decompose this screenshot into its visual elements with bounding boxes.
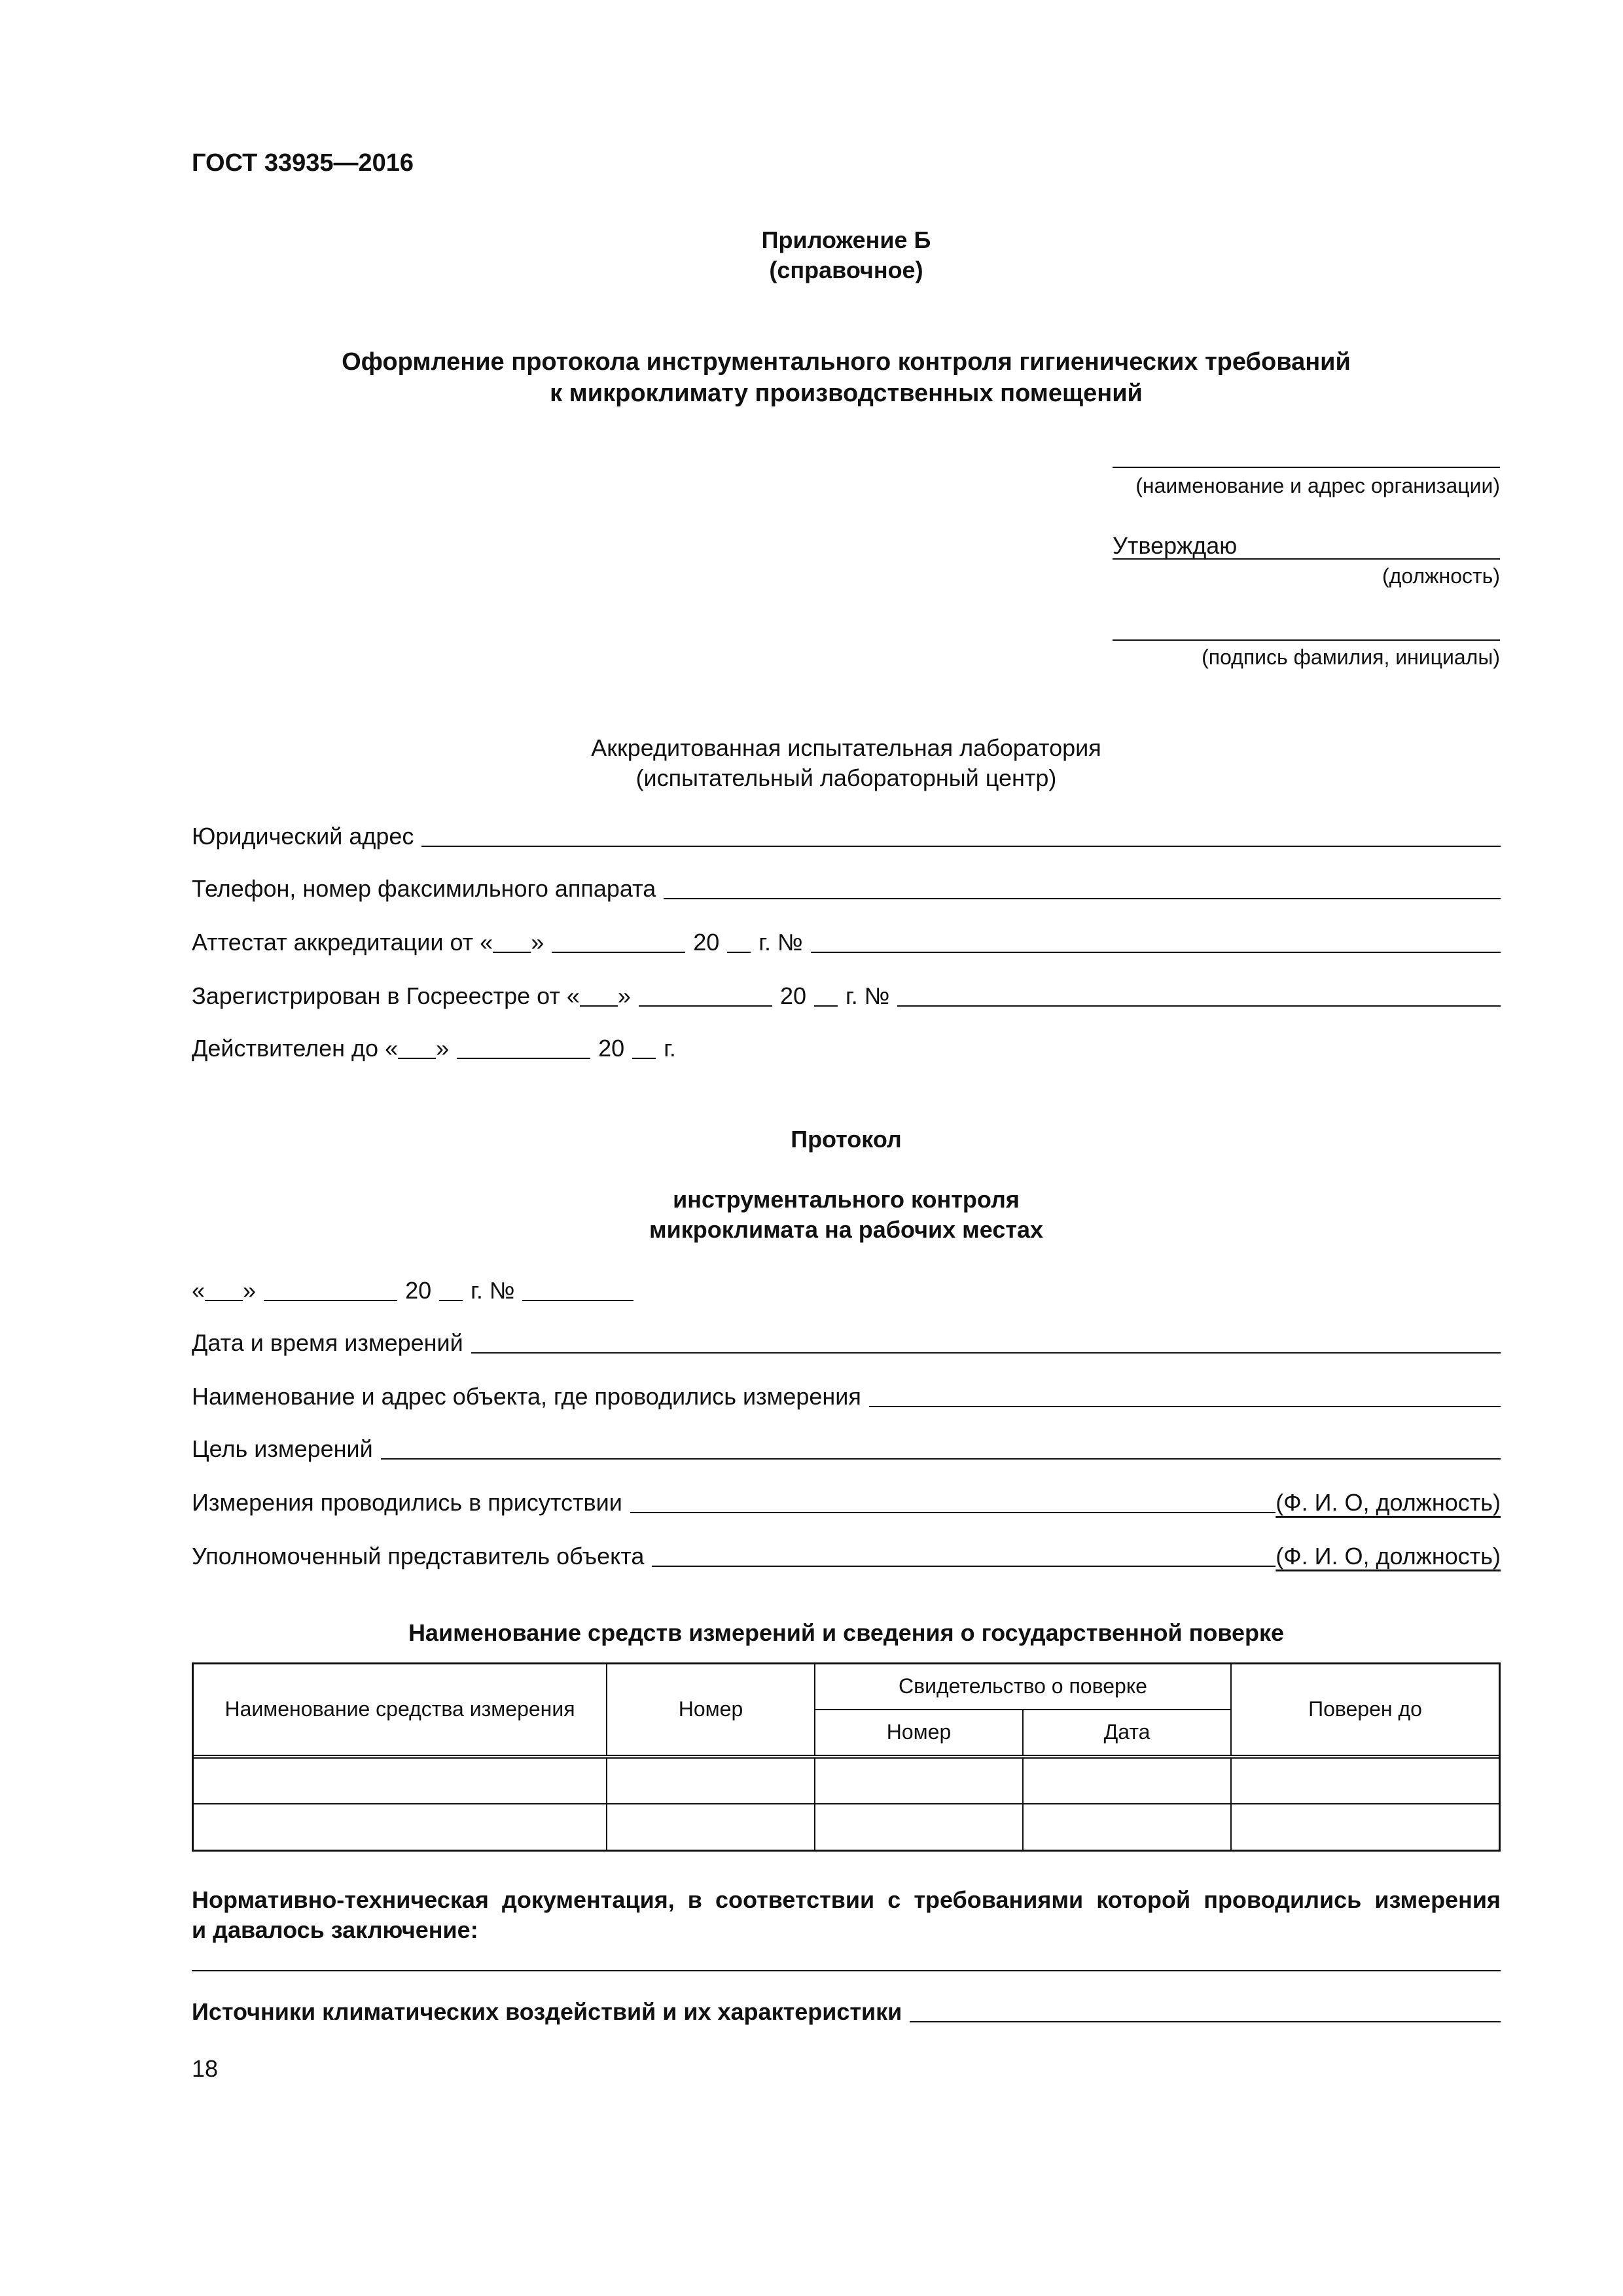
representative-row — [192, 1542, 1501, 1571]
datetime-field[interactable] — [471, 1352, 1501, 1354]
protocol-sub2: микроклимата на рабочих местах — [649, 1216, 1044, 1243]
table-cell[interactable] — [193, 1758, 607, 1804]
instruments-heading: Наименование средств измерений и сведения о государственной поверке — [408, 1619, 1285, 1646]
valid-label: Действителен до « — [192, 1035, 399, 1062]
quote-close: » — [617, 982, 631, 1009]
object-label: Наименование и адрес объекта, где проводились измерения — [192, 1383, 861, 1410]
table-cell[interactable] — [607, 1804, 815, 1851]
doc-title-line2: к микроклимату производственных помещений — [550, 380, 1143, 407]
quote-close: » — [531, 929, 544, 956]
valid-year-field[interactable] — [632, 1057, 656, 1059]
protocol-day-field[interactable] — [205, 1299, 243, 1301]
protocol-month-field[interactable] — [264, 1299, 397, 1301]
org-caption: (наименование и адрес организации) — [1135, 474, 1500, 497]
presence-field[interactable] — [630, 1511, 1275, 1513]
instruments-table — [192, 1662, 1501, 1852]
accreditation-row — [192, 928, 1501, 957]
table-cell[interactable] — [1231, 1758, 1500, 1804]
purpose-field[interactable] — [381, 1458, 1501, 1460]
table-row — [193, 1804, 1500, 1851]
table-cell[interactable] — [1231, 1804, 1500, 1851]
col-verified-until: Поверен до — [1231, 1664, 1500, 1755]
number-label: г. № — [846, 982, 890, 1009]
standard-header: ГОСТ 33935—2016 — [192, 149, 414, 177]
protocol-year-field[interactable] — [439, 1299, 463, 1301]
number-label: г. № — [758, 929, 803, 956]
quote-close: » — [436, 1035, 450, 1062]
registry-row — [192, 982, 1501, 1011]
registry-label: Зарегистрирован в Госреестре от « — [192, 982, 580, 1009]
sources-field[interactable] — [910, 2020, 1501, 2022]
year-prefix: 20 — [779, 982, 806, 1009]
datetime-label: Дата и время измерений — [192, 1329, 463, 1356]
sources-row — [192, 1998, 1501, 2026]
accreditation-year-field[interactable] — [727, 951, 751, 953]
registry-day-field[interactable] — [580, 1005, 618, 1007]
object-field[interactable] — [869, 1405, 1501, 1407]
datetime-row — [192, 1329, 1501, 1357]
legal-address-label: Юридический адрес — [192, 823, 414, 850]
table-cell[interactable] — [815, 1804, 1023, 1851]
representative-note: (Ф. И. О, должность) — [1275, 1543, 1501, 1570]
presence-row — [192, 1488, 1501, 1517]
legal-address-field[interactable] — [421, 845, 1501, 847]
lab-title: Аккредитованная испытательная лаборатория — [591, 734, 1101, 761]
year-suffix: г. — [664, 1035, 676, 1062]
normative-line1: Нормативно-техническая документация, в соответствии с требованиями которой проводились измерения — [192, 1886, 1501, 1913]
table-cell[interactable] — [1023, 1758, 1231, 1804]
appendix-title: Приложение Б — [761, 226, 931, 253]
registry-month-field[interactable] — [639, 1005, 772, 1007]
table-cell[interactable] — [1023, 1804, 1231, 1851]
sources-label: Источники климатических воздействий и их характеристики — [192, 1998, 902, 2025]
accreditation-month-field[interactable] — [552, 951, 685, 953]
table-cell[interactable] — [815, 1758, 1023, 1804]
legal-address-row — [192, 822, 1501, 851]
accreditation-label: Аттестат аккредитации от « — [192, 929, 493, 956]
page-number: 18 — [192, 2055, 219, 2082]
lab-subtitle: (испытательный лабораторный центр) — [635, 764, 1057, 791]
accreditation-day-field[interactable] — [493, 951, 531, 953]
object-row — [192, 1382, 1501, 1411]
org-name-line — [1113, 467, 1500, 468]
phone-field[interactable] — [664, 897, 1501, 899]
protocol-number-field[interactable] — [522, 1299, 633, 1301]
valid-row — [192, 1034, 676, 1063]
quote-open: « — [192, 1277, 205, 1304]
col-certificate: Свидетельство о поверке — [815, 1664, 1231, 1710]
col-number: Номер — [607, 1664, 815, 1755]
approve-label: Утверждаю — [1113, 532, 1238, 559]
normative-line2: и давалось заключение: — [192, 1916, 478, 1943]
position-caption: (должность) — [1382, 564, 1500, 588]
year-prefix: 20 — [693, 929, 720, 956]
table-cell[interactable] — [193, 1804, 607, 1851]
presence-label: Измерения проводились в присутствии — [192, 1489, 622, 1516]
year-prefix: 20 — [405, 1277, 432, 1304]
col-instrument-name: Наименование средства измерения — [193, 1664, 607, 1755]
position-line — [1113, 558, 1500, 560]
table-row — [193, 1758, 1500, 1804]
doc-title-line1: Оформление протокола инструментального контроля гигиенических требований — [342, 348, 1351, 376]
signature-caption: (подпись фамилия, инициалы) — [1202, 645, 1500, 669]
number-label: г. № — [471, 1277, 515, 1304]
registry-year-field[interactable] — [814, 1005, 838, 1007]
accreditation-number-field[interactable] — [811, 951, 1501, 953]
representative-field[interactable] — [652, 1565, 1275, 1567]
col-cert-number: Номер — [815, 1710, 1023, 1755]
protocol-date-row — [192, 1276, 633, 1305]
phone-label: Телефон, номер факсимильного аппарата — [192, 875, 656, 902]
signature-line — [1113, 639, 1500, 641]
purpose-row — [192, 1435, 1501, 1463]
year-prefix: 20 — [598, 1035, 625, 1062]
valid-day-field[interactable] — [398, 1057, 436, 1059]
valid-month-field[interactable] — [457, 1057, 590, 1059]
protocol-title: Протокол — [791, 1126, 902, 1153]
col-cert-date: Дата — [1023, 1710, 1231, 1755]
normative-field[interactable] — [192, 1970, 1501, 1971]
table-cell[interactable] — [607, 1758, 815, 1804]
presence-note: (Ф. И. О, должность) — [1275, 1489, 1501, 1516]
quote-close: » — [243, 1277, 257, 1304]
registry-number-field[interactable] — [897, 1005, 1501, 1007]
phone-row — [192, 874, 1501, 903]
representative-label: Уполномоченный представитель объекта — [192, 1543, 645, 1570]
appendix-subtitle: (справочное) — [769, 257, 923, 283]
protocol-sub1: инструментального контроля — [673, 1186, 1020, 1213]
purpose-label: Цель измерений — [192, 1435, 373, 1462]
